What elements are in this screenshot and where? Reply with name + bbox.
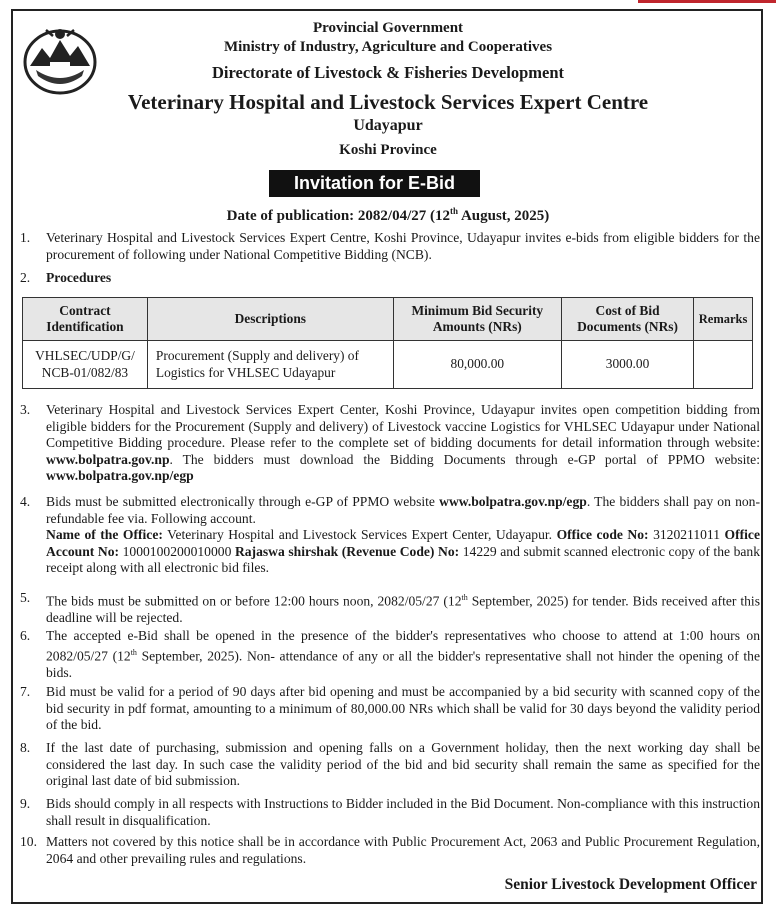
notice-item-7 bbox=[20, 684, 760, 736]
office-name-value: Veterinary Hospital and Livestock Services Expert Center, Udayapur. bbox=[162, 527, 557, 543]
item-number: 9. bbox=[20, 796, 31, 811]
item-number: 8. bbox=[20, 740, 31, 755]
office-name-label: Name of the Office: bbox=[46, 527, 163, 543]
column-header: Contract Identification bbox=[23, 298, 148, 341]
publication-date-sup: th bbox=[450, 206, 459, 216]
ordinal-sup: th bbox=[130, 647, 137, 657]
notice-item-3 bbox=[20, 402, 760, 488]
publication-date-rest: August, 2025) bbox=[458, 208, 550, 224]
bid-security-cell: 80,000.00 bbox=[393, 341, 561, 389]
item-text: If the last date of purchasing, submission and opening falls on a Government holiday, then the next working day shall be considered the last day. In such case the validity period of the bid and bid security shall remain the same as specified for the original last date of bid submission. bbox=[46, 740, 760, 789]
office-code-label: Office code No: bbox=[556, 527, 649, 543]
egp-link[interactable]: www.bolpatra.gov.np/egp bbox=[46, 468, 194, 484]
office-title: Veterinary Hospital and Livestock Services Expert Centre bbox=[127, 90, 649, 114]
item-text-part: The accepted e-Bid shall be opened in the presence of the bidder's representatives who choose to attend at 1:00 hours on 2082/05/27 (12 bbox=[46, 628, 760, 664]
account-number-label: Office Account No: bbox=[46, 527, 760, 559]
item-text bbox=[46, 590, 760, 627]
notice-item-6 bbox=[20, 628, 760, 680]
item-text bbox=[46, 628, 760, 681]
item-text-part: . The bidders must download the Bidding Documents through e-GP portal of PPMO website: bbox=[169, 451, 760, 467]
header-line-1: Provincial Government bbox=[312, 20, 464, 36]
procurement-table bbox=[22, 297, 753, 389]
notice-item-9 bbox=[20, 796, 760, 830]
table-header-row bbox=[23, 298, 753, 341]
item-number: 3. bbox=[20, 402, 31, 417]
remarks-cell bbox=[694, 341, 753, 389]
province-name: Koshi Province bbox=[339, 142, 437, 158]
revenue-code-label: Rajaswa shirshak (Revenue Code) No: bbox=[234, 543, 460, 559]
column-header: Cost of Bid Documents (NRs) bbox=[561, 298, 693, 341]
office-code-value: 3120211011 bbox=[648, 527, 725, 543]
item-text-part: Veterinary Hospital and Livestock Services Expert Center, Koshi Province, Udayapur invites open competition bidding from eligible bidders for the Procurement (Supply and delivery) of Livestock vaccine Logistics for VHLSEC Udayapur under National Competitive Bidding procedure. Please refer to the complete set of bidding documents for detail information through website: bbox=[46, 402, 760, 451]
description-cell: Procurement (Supply and delivery) of Logistics for VHLSEC Udayapur bbox=[147, 341, 393, 389]
publication-date bbox=[0, 206, 776, 225]
title-banner: Invitation for E-Bid bbox=[269, 170, 480, 197]
account-number-value: 1000100200010000 bbox=[119, 543, 235, 559]
item-text: Veterinary Hospital and Livestock Services Expert Centre, Koshi Province, Udayapur invites e-bids from eligible bidders for the procurement of following under National Competitive Bidding (NCB). bbox=[46, 230, 760, 262]
header-line-3: Directorate of Livestock & Fisheries Development bbox=[211, 63, 565, 82]
item-text-part: September, 2025). Non- attendance of any or all the bidder's representative shall not hinder the opening of the bids. bbox=[46, 648, 760, 680]
item-text bbox=[46, 494, 760, 577]
contract-id-cell: VHLSEC/UDP/G/ NCB-01/082/83 bbox=[23, 341, 148, 389]
item-number: 6. bbox=[20, 628, 31, 643]
item-text-part: . The bidders shall pay on non-refundable fee via. Following account. bbox=[46, 494, 760, 526]
notice-item-1 bbox=[20, 230, 760, 264]
item-number: 7. bbox=[20, 684, 31, 699]
item-text: Matters not covered by this notice shall be in accordance with Public Procurement Act, 2063 and Public Procurement Regulation, 2064 and other prevailing rules and regulations. bbox=[46, 834, 760, 866]
column-header: Descriptions bbox=[147, 298, 393, 341]
bolpatra-link[interactable]: www.bolpatra.gov.np bbox=[46, 451, 170, 467]
item-text: Bids should comply in all respects with Instructions to Bidder included in the Bid Document. Non-compliance with this instruction shall result in disqualification. bbox=[46, 796, 760, 828]
notice-item-10 bbox=[20, 834, 760, 868]
ordinal-sup: th bbox=[461, 593, 468, 602]
item-text: Bid must be valid for a period of 90 days after bid opening and must be accompanied by a bid security with scanned copy of the bid security in pdf format, amounting to a minimum of 80,000.00 NRs which shall be valid for 30 days beyond the validity period of the bid. bbox=[46, 684, 760, 733]
doc-cost-cell: 3000.00 bbox=[561, 341, 693, 389]
table-row bbox=[23, 341, 753, 389]
notice-item-2 bbox=[20, 270, 760, 288]
procedures-label: Procedures bbox=[46, 270, 112, 285]
column-header: Remarks bbox=[694, 298, 753, 341]
column-header: Minimum Bid Security Amounts (NRs) bbox=[393, 298, 561, 341]
item-text-part: September, 2025) for tender. Bids received after this deadline will be rejected. bbox=[46, 593, 761, 626]
item-text-part: The bids must be submitted on or before 12:00 hours noon, 2082/05/27 (12 bbox=[46, 593, 462, 609]
item-number: 1. bbox=[20, 230, 31, 245]
signatory-title: Senior Livestock Development Officer bbox=[504, 876, 757, 893]
notice-item-4 bbox=[20, 494, 760, 586]
top-accent-bar bbox=[638, 0, 776, 3]
revenue-code-value: 14229 and submit scanned electronic copy of the bank receipt along with all electronic bid files. bbox=[46, 543, 761, 576]
item-number: 5. bbox=[20, 590, 31, 605]
item-number: 4. bbox=[20, 494, 31, 509]
item-text bbox=[46, 402, 760, 485]
header-line-2: Ministry of Industry, Agriculture and Cooperatives bbox=[223, 39, 553, 55]
item-number: 10. bbox=[20, 834, 37, 849]
publication-date-text: Date of publication: 2082/04/27 (12 bbox=[226, 208, 451, 224]
notice-item-5 bbox=[20, 590, 760, 624]
notice-item-8 bbox=[20, 740, 760, 792]
district-name: Udayapur bbox=[353, 117, 423, 134]
egp-link[interactable]: www.bolpatra.gov.np/egp bbox=[439, 494, 587, 509]
item-number: 2. bbox=[20, 270, 31, 285]
item-text-part: Bids must be submitted electronically through e-GP of PPMO website bbox=[46, 494, 440, 509]
